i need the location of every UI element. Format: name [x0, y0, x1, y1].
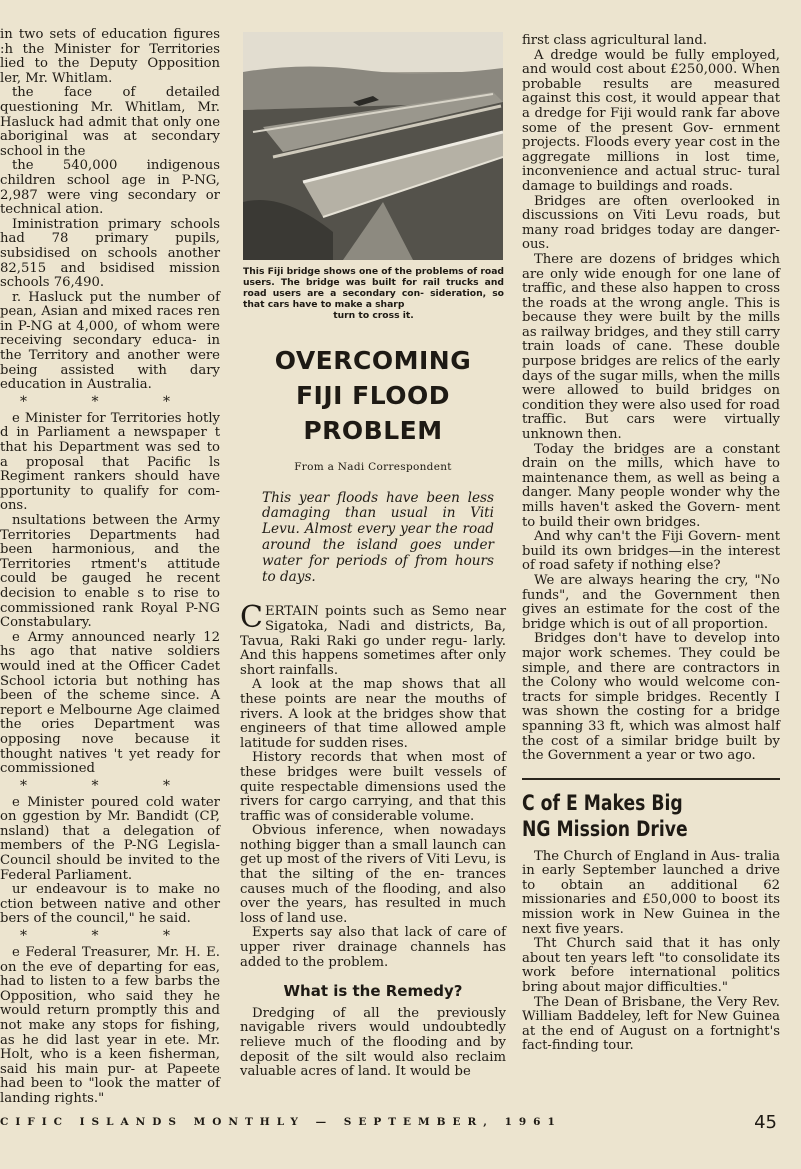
second-headline-line-1: C of E Makes Big: [522, 790, 683, 815]
right-para-5: Today the bridges are a constant drain on the mills, which have to maintenance them, as well as being a danger. Many people wonder why the mills haven't asked the Govern- ment to build their own bridges.: [522, 441, 780, 530]
article-first-para-text: ERTAIN points such as Semo near Sigatoka, Nadi and districts, Ba, Tavua, Raki Raki go under regu- larly. And this happens sometimes after only short rainfalls.: [240, 604, 506, 678]
article-para-6: Dredging of all the previously navigable rivers would undoubtedly relieve much of the flooding and by deposit of the silt would also reclaim valuable acres of land. It would be: [240, 1005, 506, 1080]
subheading-remedy: What is the Remedy?: [283, 982, 463, 1001]
right-para-2: A dredge would be fully employed, and would cost about £250,000. When probable results are measured against this cost, it would appear that a dredge for Fiji would rank far above some of the present Gov- ernment projects. Floods every year cost in the aggregate millions in lost time, inconvenience and actual struc- tural damage to buildings and roads.: [522, 47, 780, 194]
second-article-para-2: Tht Church said that it has only about ten years left "to consolidate its work before international politics bring about major difficulties.": [522, 936, 780, 996]
left-column: [0, 28, 220, 1107]
section-divider-stars-3: * * *: [20, 928, 200, 945]
article-para-2: A look at the map shows that all these points are near the mouths of rivers. A look at the bridges show that engineers of that time allowed ample latitude for sudden rises.: [240, 677, 506, 751]
bridge-photo: [243, 32, 503, 260]
left-para-2: the face of detailed questioning Mr. Whitlam, Mr. Hasluck had admit that only one aboriginal was at secondary school in the: [0, 85, 220, 159]
right-para-6: And why can't the Fiji Govern- ment build its own bridges—in the interest of road safety if nothing else?: [522, 529, 780, 574]
right-para-8: Bridges don't have to develop into major work schemes. They could be simple, and there are contractors in the Colony who would welcome con- tracts for simple bridges. Recently I was shown the costing for a bridge spanning 33 ft, which was almost half the cost of a similar bridge built by the Government a year or two ago.: [522, 631, 780, 764]
right-para-3: Bridges are often overlooked in discussions on Viti Levu roads, but many road bridges today are danger- ous.: [522, 193, 780, 253]
second-article-headline: [522, 790, 734, 842]
right-para-7: We are always hearing the cry, "No funds", and the Government then gives an estimate for the cost of the bridge which is out of all proportion.: [522, 572, 780, 632]
left-para-1: in two sets of education figures :h the Minister for Territories lied to the Deputy Opposition ler, Mr. Whitlam.: [0, 27, 220, 86]
photo-caption-last-line: turn to cross it.: [333, 310, 414, 321]
page-footer: [0, 1112, 801, 1134]
section-divider-stars-1: * * *: [20, 393, 200, 410]
left-para-11: e Federal Treasurer, Mr. H. E. on the eve of departing for eas, had to listen to a few barbs the Opposition, who said they he would return promptly this and not make any stops for fishing, as he did last year in ete. Mr. Holt, who is a keen fisherman, said his main pur- at Papeete had been to "look the matter of landing rights.": [0, 945, 220, 1106]
left-para-7: nsultations between the Army Territories Departments had been harmonious, and the Territories rtment's attitude could be gauged he recent decision to enable s to rise to commissioned rank Royal P-NG Constabulary.: [0, 513, 220, 631]
article-para-4: Obvious inference, when nowadays nothing bigger than a small launch can get up most of the rivers of Viti Levu, is that the silting of the en- trances causes much of the flooding, and also over the years, has resulted in much loss of land use.: [240, 823, 506, 926]
left-para-5: r. Hasluck put the number of pean, Asian and mixed races ren in P-NG at 4,000, of whom were receiving secondary educa- in the Territory and another were being assisted with dary education in Australia.: [0, 289, 220, 393]
right-para-1: first class agricultural land.: [522, 33, 708, 48]
right-para-4: There are dozens of bridges which are only wide enough for one lane of traffic, and these also happen to cross the roads at the wrong angle. This is because they were built by the mills as railway bridges, and they still carry train loads of cane. These double purpose bridges are relics of the early days of the sugar mills, when the mills were allowed to build bridges on condition they were also used for road traffic. But cars were virtually unknown then.: [522, 251, 780, 443]
left-para-9: e Minister poured cold water on ggestion by Mr. Bandidt (CP, nsland) that a delegation of members of the P-NG Legisla- Council should be invited to the Federal Parliament.: [0, 794, 220, 883]
right-column: [522, 34, 780, 1054]
left-para-8: e Army announced nearly 12 hs ago that native soldiers would ined at the Officer Cadet School ictoria but nothing has been of the scheme since. A report e Melbourne Age claimed the ories Department was opposing nove because it thought natives 't yet ready for commissioned: [0, 629, 220, 777]
article-para-3: History records that when most of these bridges were built vessels of quite respectable dimensions used the rivers for cargo carrying, and that this traffic was of considerable volume.: [240, 750, 506, 824]
drop-cap: C: [240, 600, 263, 636]
photo-caption-text: This Fiji bridge shows one of the problems of road users. The bridge was built for rail trucks and road users are a secondary con- sideration, so that cars have to make a sharp: [243, 266, 504, 310]
second-article-para-3: The Dean of Brisbane, the Very Rev. William Baddeley, left for New Guinea at the end of August on a fortnight's fact-finding tour.: [522, 994, 780, 1054]
section-divider-stars-2: * * *: [20, 777, 200, 794]
article-para-5: Experts say also that lack of care of upper river drainage channels has added to the problem.: [240, 925, 506, 970]
headline-line-3: PROBLEM: [303, 416, 443, 445]
article-first-para: [240, 600, 506, 678]
headline-line-1: OVERCOMING: [274, 346, 472, 375]
left-para-10: ur endeavour is to make no ction between native and other bers of the council," he said.: [0, 882, 220, 927]
page-number: 45: [754, 1112, 777, 1133]
byline: From a Nadi Correspondent: [294, 461, 452, 473]
photo-caption: [243, 266, 504, 321]
article-divider-rule: [522, 778, 780, 780]
left-para-6: e Minister for Territories hotly d in Parliament a newspaper t that his Department was sed to a proposal that Pacific ls Regiment rankers should have pportunity to qualify for com- ons.: [0, 410, 220, 514]
middle-column: [240, 28, 506, 1080]
left-para-3: the 540,000 indigenous children school age in P-NG, 2,987 were ving secondary or technical ation.: [0, 158, 220, 218]
running-title: CIFIC ISLANDS MONTHLY — SEPTEMBER, 1961: [0, 1116, 562, 1128]
article-headline: [240, 343, 506, 448]
headline-line-2: FIJI FLOOD: [295, 381, 451, 410]
article-intro: This year floods have been less damaging than usual in Viti Levu. Almost every year the road around the island goes under water for periods of from hours to days.: [262, 489, 494, 585]
left-para-4: Iministration primary schools had 78 primary pupils, subsidised on schools another 82,515 and bsidised mission schools 76,490.: [0, 216, 220, 291]
second-headline-line-2: NG Mission Drive: [522, 816, 688, 841]
bridge-photo-illustration: [243, 32, 503, 260]
second-article-para-1: The Church of England in Aus- tralia in early September launched a drive to obtain an additional 62 missionaries and £50,000 to boost its mission work in New Guinea in the next five years.: [522, 848, 780, 937]
